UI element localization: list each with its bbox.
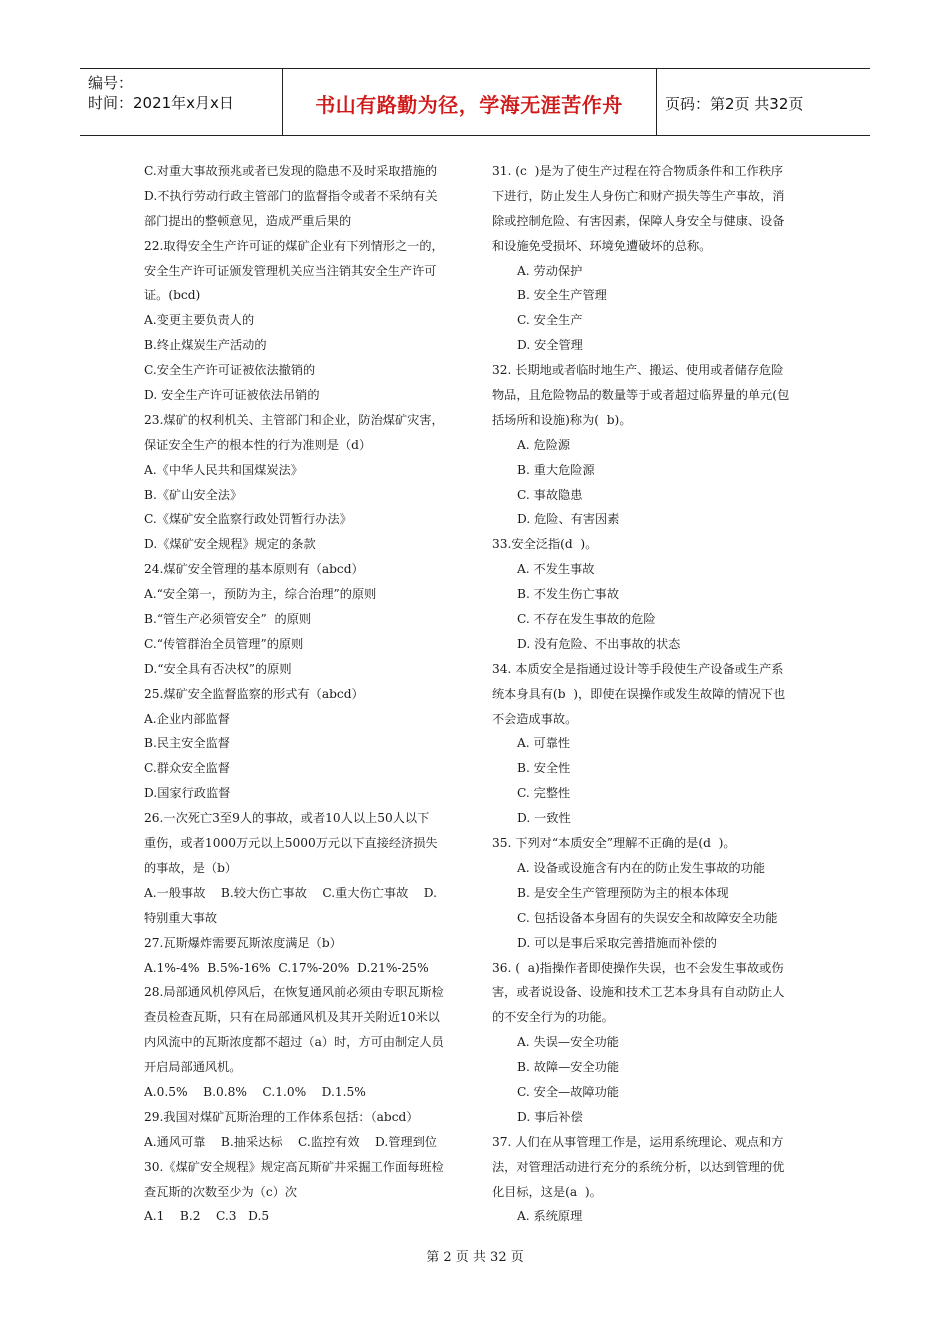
text-line: 31. (c )是为了使生产过程在符合物质条件和工作秩序 bbox=[492, 164, 784, 178]
text-line: 24.煤矿安全管理的基本原则有（abcd） bbox=[144, 562, 364, 577]
text-line: 除或控制危险、有害因素，保障人身安全与健康、设备 bbox=[492, 213, 785, 228]
header-page-info: 页码：第2页 共32页 bbox=[665, 95, 804, 113]
text-line: A.“安全第一，预防为主，综合治理”的原则 bbox=[144, 587, 377, 602]
text-line: A.1%-4% B.5%-16% C.17%-20% D.21%-25% bbox=[144, 960, 429, 975]
text-line: 29.我国对煤矿瓦斯治理的工作体系包括：（abcd） bbox=[144, 1109, 419, 1124]
text-line: 统本身具有(b )，即使在误操作或发生故障的情况下也 bbox=[492, 686, 786, 701]
text-line: 查员检查瓦斯，只有在局部通风机及其开关附近10米以 bbox=[144, 1010, 440, 1025]
option-line: C. 安全生产 bbox=[517, 313, 583, 328]
text-line: 36. ( a)指操作者即使操作失误，也不会发生事故或伤 bbox=[492, 960, 784, 975]
option-line: A. 危险源 bbox=[517, 437, 571, 452]
header-divider bbox=[282, 69, 283, 135]
text-line: 开启局部通风机。 bbox=[144, 1060, 242, 1075]
option-line: D. 可以是事后采取完善措施而补偿的 bbox=[517, 935, 717, 950]
text-line: 的不安全行为的功能。 bbox=[492, 1010, 614, 1025]
text-line: A.变更主要负责人的 bbox=[144, 313, 255, 328]
text-line: 34. 本质安全是指通过设计等手段使生产设备或生产系 bbox=[492, 661, 784, 676]
text-line: B.民主安全监督 bbox=[144, 736, 230, 751]
text-line: 35. 下列对“本质安全”理解不正确的是(d )。 bbox=[492, 836, 736, 851]
text-line: 23.煤矿的权利机关、主管部门和企业，防治煤矿灾害， bbox=[144, 412, 444, 427]
right-column bbox=[492, 159, 812, 1229]
option-line: D. 安全管理 bbox=[517, 338, 583, 353]
text-line: C.群众安全监督 bbox=[144, 761, 230, 776]
text-line: 证。(bcd) bbox=[144, 288, 201, 303]
text-line: 害，或者说设备、设施和技术工艺本身具有自动防止人 bbox=[492, 985, 785, 1000]
option-line: D. 一致性 bbox=[517, 811, 571, 826]
text-line: A.1 B.2 C.3 D.5 bbox=[144, 1209, 270, 1224]
option-line: C. 安全—故障功能 bbox=[517, 1084, 619, 1099]
text-line: 的事故，是（b） bbox=[144, 860, 238, 875]
text-line: 部门提出的整顿意见，造成严重后果的 bbox=[144, 213, 352, 228]
doc-time-label: 时间：2021年x月x日 bbox=[88, 94, 234, 112]
option-line: D. 危险、有害因素 bbox=[517, 512, 620, 527]
text-line: 括场所和设施)称为( b)。 bbox=[492, 412, 632, 427]
option-line: A. 失误—安全功能 bbox=[517, 1035, 619, 1050]
text-line: A.《中华人民共和国煤炭法》 bbox=[144, 462, 303, 477]
text-line: 特别重大事故 bbox=[144, 910, 218, 925]
text-line: 30.《煤矿安全规程》规定高瓦斯矿井采掘工作面每班检 bbox=[144, 1159, 444, 1174]
option-line: B. 是安全生产管理预防为主的根本体现 bbox=[517, 885, 729, 900]
text-line: A.0.5% B.0.8% C.1.0% D.1.5% bbox=[144, 1084, 366, 1099]
text-line: C.《煤矿安全监察行政处罚暂行办法》 bbox=[144, 512, 352, 527]
text-line: D.不执行劳动行政主管部门的监督指令或者不采纳有关 bbox=[144, 188, 438, 203]
option-line: C. 事故隐患 bbox=[517, 487, 583, 502]
option-line: B. 重大危险源 bbox=[517, 462, 595, 477]
option-line: A. 系统原理 bbox=[517, 1209, 583, 1224]
doc-code-label: 编号： bbox=[88, 74, 134, 92]
text-line: 32. 长期地或者临时地生产、搬运、使用或者储存危险 bbox=[492, 363, 784, 378]
option-line: B. 安全生产管理 bbox=[517, 288, 607, 303]
text-line: 下进行，防止发生人身伤亡和财产损失等生产事故，消 bbox=[492, 188, 785, 203]
text-line: C.安全生产许可证被依法撤销的 bbox=[144, 363, 316, 378]
option-line: D. 没有危险、不出事故的状态 bbox=[517, 636, 681, 651]
text-line: A.通风可靠 B.抽采达标 C.监控有效 D.管理到位 bbox=[144, 1134, 437, 1149]
text-line: 33.安全泛指(d )。 bbox=[492, 537, 598, 552]
text-line: B.《矿山安全法》 bbox=[144, 487, 243, 502]
option-line: C. 包括设备本身固有的失误安全和故障安全功能 bbox=[517, 910, 778, 925]
option-line: A. 可靠性 bbox=[517, 736, 571, 751]
text-line: C.对重大事故预兆或者已发现的隐患不及时采取措施的 bbox=[144, 164, 438, 178]
text-line: 化目标，这是(a )。 bbox=[492, 1184, 602, 1199]
text-line: A.企业内部监督 bbox=[144, 711, 230, 726]
option-line: C. 不存在发生事故的危险 bbox=[517, 612, 656, 627]
text-line: 25.煤矿安全监督监察的形式有（abcd） bbox=[144, 686, 364, 701]
text-line: D.《煤矿安全规程》规定的条款 bbox=[144, 537, 316, 552]
text-line: 内风流中的瓦斯浓度都不超过（a）时，方可由制定人员 bbox=[144, 1035, 444, 1050]
header-motto: 书山有路勤为径，学海无涯苦作舟 bbox=[315, 93, 623, 117]
text-line: 22.取得安全生产许可证的煤矿企业有下列情形之一的， bbox=[144, 238, 444, 253]
text-line: 和设施免受损坏、环境免遭破坏的总称。 bbox=[492, 238, 712, 253]
text-line: 保证安全生产的根本性的行为准则是（d） bbox=[144, 437, 372, 452]
text-line: B.“管生产必须管安全” 的原则 bbox=[144, 612, 312, 627]
text-line: 37. 人们在从事管理工作是，运用系统理论、观点和方 bbox=[492, 1134, 784, 1149]
text-line: 26.一次死亡3至9人的事故，或者10人以上50人以下 bbox=[144, 811, 430, 826]
text-line: D.“安全具有否决权”的原则 bbox=[144, 661, 292, 676]
page-footer: 第 2 页 共 32 页 bbox=[426, 1250, 524, 1265]
text-line: D.国家行政监督 bbox=[144, 786, 231, 801]
option-line: C. 完整性 bbox=[517, 786, 571, 801]
option-line: A. 设备或设施含有内在的防止发生事故的功能 bbox=[517, 860, 766, 875]
text-line: 法，对管理活动进行充分的系统分析，以达到管理的优 bbox=[492, 1159, 785, 1174]
text-line: 安全生产许可证颁发管理机关应当注销其安全生产许可 bbox=[144, 263, 437, 278]
option-line: B. 故障—安全功能 bbox=[517, 1060, 620, 1075]
option-line: B. 安全性 bbox=[517, 761, 571, 776]
left-column bbox=[144, 159, 466, 1229]
text-line: C.“传管群治全员管理”的原则 bbox=[144, 636, 304, 651]
text-line: 不会造成事故。 bbox=[492, 711, 578, 726]
text-line: 物品，且危险物品的数量等于或者超过临界量的单元(包 bbox=[492, 388, 790, 403]
text-line: D. 安全生产许可证被依法吊销的 bbox=[144, 388, 320, 403]
text-line: B.终止煤炭生产活动的 bbox=[144, 338, 267, 353]
header-divider bbox=[656, 69, 657, 135]
option-line: B. 不发生伤亡事故 bbox=[517, 587, 620, 602]
text-line: 查瓦斯的次数至少为（c）次 bbox=[144, 1184, 298, 1199]
option-line: A. 劳动保护 bbox=[517, 263, 583, 278]
text-line: 重伤，或者1000万元以上5000万元以下直接经济损失 bbox=[144, 836, 438, 851]
text-line: 27.瓦斯爆炸需要瓦斯浓度满足（b） bbox=[144, 935, 342, 950]
header-meta bbox=[88, 73, 278, 113]
option-line: A. 不发生事故 bbox=[517, 562, 595, 577]
page-header bbox=[80, 68, 870, 136]
option-line: D. 事后补偿 bbox=[517, 1109, 583, 1124]
text-line: A.一般事故 B.较大伤亡事故 C.重大伤亡事故 D. bbox=[144, 885, 437, 900]
text-line: 28.局部通风机停风后，在恢复通风前必须由专职瓦斯检 bbox=[144, 985, 444, 1000]
